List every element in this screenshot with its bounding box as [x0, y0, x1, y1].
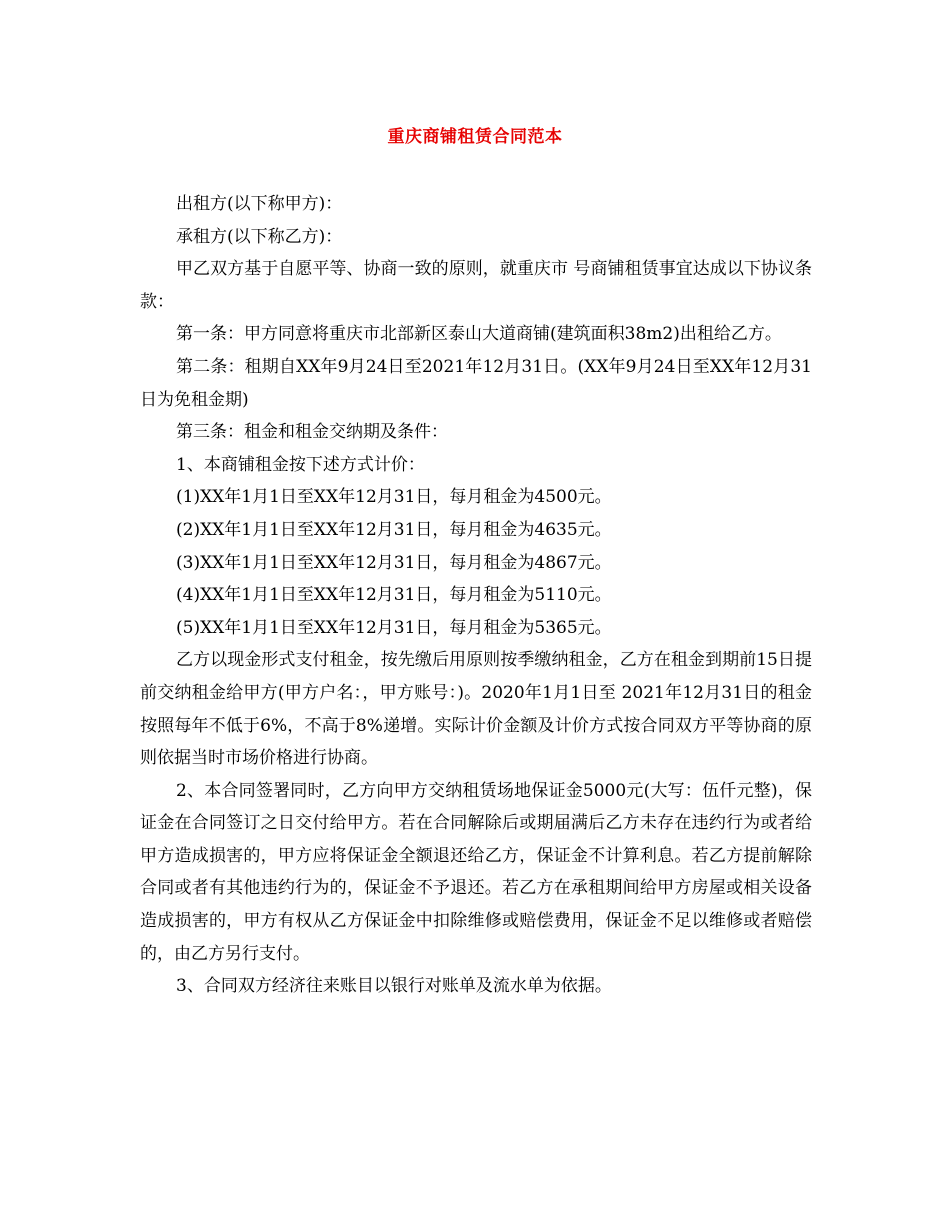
paragraph-rent-item-5: (5)XX年1月1日至XX年12月31日，每月租金为5365元。: [176, 617, 612, 638]
paragraph-article-3: 第三条：租金和租金交纳期及条件：: [176, 422, 448, 443]
paragraph-preamble: 甲乙双方基于自愿平等、协商一致的原则，就重庆市 号商铺租赁事宜达成以下协议条款：: [140, 259, 812, 312]
paragraph-lessee: 承租方(以下称乙方)：: [176, 226, 343, 247]
paragraph-accounts: 3、合同双方经济往来账目以银行对账单及流水单为依据。: [176, 976, 612, 997]
paragraph-rent-item-4: (4)XX年1月1日至XX年12月31日，每月租金为5110元。: [176, 585, 612, 606]
document-body: [140, 188, 812, 1003]
paragraph-rent-method: 1、本商铺租金按下述方式计价：: [176, 454, 425, 475]
paragraph-article-2: 第二条：租期自XX年9月24日至2021年12月31日。(XX年9月24日至XX年12月31日为免租金期): [140, 356, 812, 410]
paragraph-lessor: 出租方(以下称甲方)：: [176, 194, 343, 214]
paragraph-rent-item-3: (3)XX年1月1日至XX年12月31日，每月租金为4867元。: [176, 552, 612, 573]
paragraph-rent-item-1: (1)XX年1月1日至XX年12月31日，每月租金为4500元。: [176, 487, 612, 508]
paragraph-payment-terms: 乙方以现金形式支付租金，按先缴后用原则按季缴纳租金，乙方在租金到期前15日提前交纳租金给甲方(甲方户名：，甲方账号：)。2020年1月1日至 2021年12月31日的租金按照每年不低于6%，不高于8%递增。实际计价金额及计价方式按合同双方平等协商的原则依据当时市场价格进行协商。: [140, 650, 812, 769]
paragraph-deposit: 2、本合同签署同时，乙方向甲方交纳租赁场地保证金5000元(大写：伍仟元整)，保证金在合同签订之日交付给甲方。若在合同解除后或期届满后乙方未存在违约行为或者给甲方造成损害的，甲方应将保证金全额退还给乙方，保证金不计算利息。若乙方提前解除合同或者有其他违约行为的，保证金不予退还。若乙方在承租期间给甲方房屋或相关设备造成损害的，甲方有权从乙方保证金中扣除维修或赔偿费用，保证金不足以维修或者赔偿的，由乙方另行支付。: [140, 780, 812, 964]
paragraph-rent-item-2: (2)XX年1月1日至XX年12月31日，每月租金为4635元。: [176, 519, 612, 540]
paragraph-article-1: 第一条：甲方同意将重庆市北部新区泰山大道商铺(建筑面积38m2)出租给乙方。: [176, 324, 782, 345]
document-title: 重庆商铺租赁合同范本: [387, 127, 563, 147]
